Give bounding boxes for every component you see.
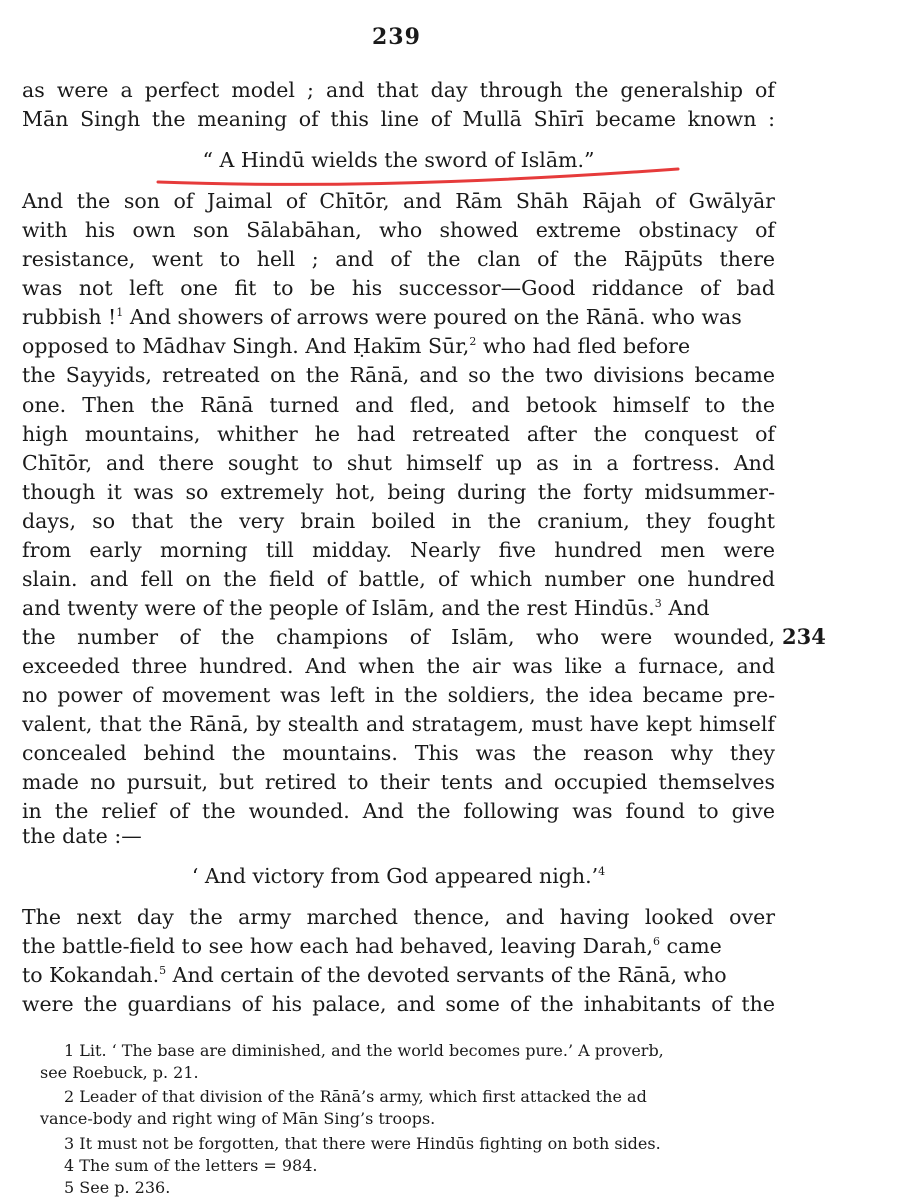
footnote-marker: 1 (116, 306, 124, 320)
footnote-marker: 6 (653, 935, 660, 949)
footnote: 4 The sum of the letters = 984. (64, 1156, 318, 1175)
text-segment: And (668, 596, 710, 620)
text-line: Chītōr, and there sought to shut himself up as in a fortress. And (22, 451, 775, 475)
text-line (22, 302, 775, 332)
text-segment: ‘ And victory from God appeared nigh.’ (191, 864, 599, 888)
footnote: 1 Lit. ‘ The base are diminished, and the world becomes pure.’ A proverb, (64, 1041, 664, 1060)
text-segment: who had fled before (482, 334, 691, 358)
text-line: made no pursuit, but retired to their tents and occupied themselves (22, 770, 775, 794)
text-line (22, 331, 775, 361)
footnote: vance-body and right wing of Mān Sing’s troops. (40, 1109, 436, 1128)
text-line: exceeded three hundred. And when the air was like a furnace, and (22, 654, 775, 678)
text-segment: and twenty were of the people of Islām, and the rest Hindūs. (22, 596, 655, 620)
text-line: And the son of Jaimal of Chītōr, and Rām Shāh Rājah of Gwālyār (22, 189, 775, 213)
footnote-marker: 4 (598, 865, 606, 879)
text-line: resistance, went to hell ; and of the clan of the Rājpūts there (22, 247, 775, 271)
text-line: were the guardians of his palace, and some of the inhabitants of the (22, 992, 775, 1016)
footnote-marker: 3 (654, 597, 662, 611)
text-line: valent, that the Rānā, by stealth and stratagem, must have kept himself (22, 712, 775, 736)
text-line: The next day the army marched thence, and having looked over (22, 905, 775, 929)
footnote: 3 It must not be forgotten, that there were Hindūs fighting on both sides. (64, 1134, 661, 1153)
text-line: the Sayyids, retreated on the Rānā, and so the two divisions became (22, 363, 775, 387)
text-line: the date :— (22, 824, 142, 848)
footnote-marker: 5 (159, 964, 167, 978)
text-line: with his own son Sālabāhan, who showed extreme obstinacy of (22, 218, 775, 242)
chronogram-verse (22, 861, 775, 891)
text-segment: rubbish ! (22, 305, 117, 329)
text-line: one. Then the Rānā turned and fled, and betook himself to the (22, 393, 775, 417)
text-segment: came (666, 934, 722, 958)
footnote: 2 Leader of that division of the Rānā’s army, which first attacked the ad (64, 1087, 647, 1106)
text-line (22, 960, 775, 990)
text-line: Mān Singh the meaning of this line of Mullā Shīrī became known : (22, 107, 775, 131)
text-line: in the relief of the wounded. And the following was found to give (22, 799, 775, 823)
text-segment: And certain of the devoted servants of the Rānā, who (172, 963, 727, 987)
text-line: the number of the champions of Islām, who were wounded, (22, 625, 775, 649)
text-line: no power of movement was left in the soldiers, the idea became pre- (22, 683, 775, 707)
footnote: see Roebuck, p. 21. (40, 1063, 199, 1082)
text-line (22, 593, 775, 623)
margin-page-reference: 234 (782, 624, 826, 649)
text-line: though it was so extremely hot, being during the forty midsummer- (22, 480, 775, 504)
text-segment: opposed to Mādhav Singh. And Ḥakīm Sūr, (22, 334, 470, 358)
text-line: as were a perfect model ; and that day through the generalship of (22, 78, 775, 102)
text-line: was not left one fit to be his successor—Good riddance of bad (22, 276, 775, 300)
text-line (22, 931, 775, 961)
text-line: from early morning till midday. Nearly five hundred men were (22, 538, 775, 562)
text-line: high mountains, whither he had retreated after the conquest of (22, 422, 775, 446)
text-segment: And showers of arrows were poured on the Rānā. who was (129, 305, 742, 329)
text-line: concealed behind the mountains. This was the reason why they (22, 741, 775, 765)
text-line: slain. and fell on the field of battle, of which number one hundred (22, 567, 775, 591)
page-number: 239 (372, 24, 421, 50)
footnote-marker: 2 (469, 335, 477, 349)
text-segment: the battle-field to see how each had behaved, leaving Darah, (22, 934, 653, 958)
text-segment: to Kokandah. (22, 963, 160, 987)
quoted-verse: “ A Hindū wields the sword of Islām.” (202, 148, 595, 172)
text-line: days, so that the very brain boiled in the cranium, they fought (22, 509, 775, 533)
footnote: 5 See p. 236. (64, 1178, 171, 1197)
